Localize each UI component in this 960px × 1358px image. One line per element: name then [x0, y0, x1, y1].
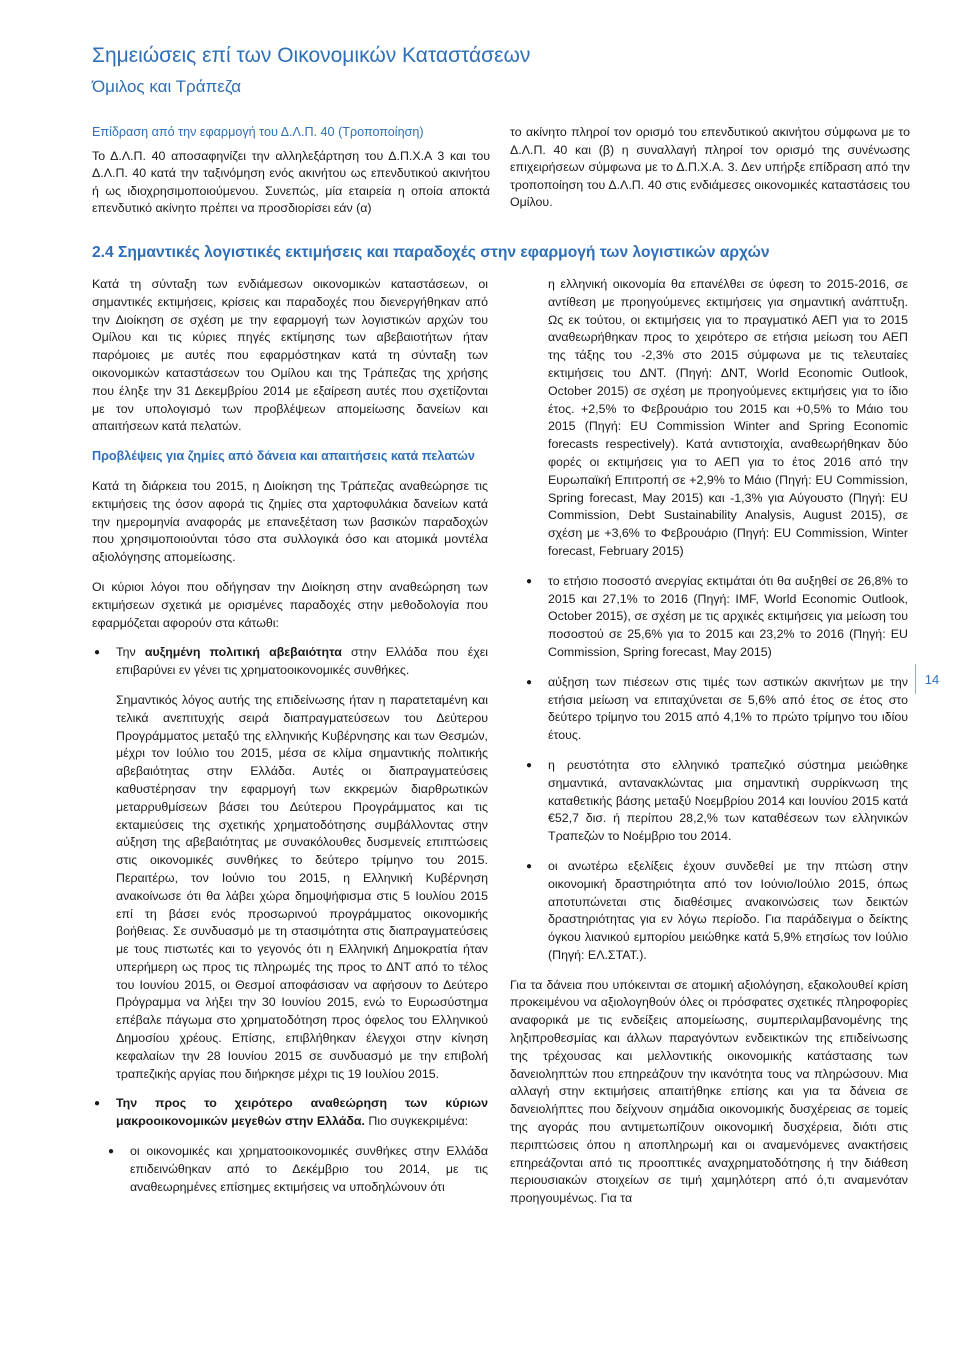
intro-left-text: Το Δ.Λ.Π. 40 αποσαφηνίζει την αλληλεξάρτηση του Δ.Π.Χ.Α 3 και του Δ.Λ.Π. 40 κατά την ταξινόμηση ενός ακινήτου ως επενδυτικού ακινήτου ή ως ιδιοχρησιμοποιούμενου. Συνεπώς, μία εταιρεία η οποία αποκτά επενδυτικό ακίνητο πρέπει να προσδιορίσει εάν (α) [92, 148, 490, 216]
intro-right-column [510, 124, 910, 224]
bullet-detail: Σημαντικός λόγος αυτής της επιδείνωσης ήταν η παρατεταμένη και τελικά ανεπιτυχής σειρά διαπραγματεύσεων του Δεύτερου Προγράμματος μεταξύ της ελληνικής Κυβέρνησης και των Θεσμών, μέχρι τον Ιούλιο του 2015, μέσα σε κλίμα σημαντικής πολιτικής αβεβαιότητας στην Ελλάδα. Αυτές οι διαπραγματεύσεις καθυστέρησαν την εφαρμογή των εκκρεμών διαρθρωτικών μεταρρυθμίσεων βάσει του Δεύτερου Προγράμματος και τις εκταμιεύσεις της σχετικής χρηματοδότησης συμβάλλοντας στην αύξηση της αβεβαιότητας με συνακόλουθες δυσμενείς επιπτώσεις στις οικονομικές συνθήκες το δεύτερο τρίμηνο του 2015. Περαιτέρω, τον Ιούνιο του 2015, η Ελληνική Κυβέρνηση ανακοίνωσε ότι θα λάβει χώρα δημοψήφισμα στις 5 Ιουλίου 2015 επί τη βάσει ενός προσωρινού προγράμματος οικονομικής βοήθειας. Σε συνδυασμό με τη στασιμότητα στις διαπραγματεύσεις με τους πιστωτές και το γεγονός ότι η Ελληνική Δημοκρατία ήταν υπερήμερη ως προς τις πληρωμές της προς το ΔΝΤ από το τέλος του Ιουνίου 2015, οι Θεσμοί αποφάσισαν να αφήσουν το Δεύτερο Πρόγραμμα να λήξει την 30 Ιουνίου 2015, ενώ το Ευρωσύστημα επέβαλε πάγωμα στο χρηματοδότηση προς όφελος του Ελληνικού Δημοσίου χρέους. Επίσης, επιβλήθηκαν έλεγχοι στην κίνηση κεφαλαίων την 28 Ιουνίου 2015 σε συνδυασμό με την επιβολή τραπεζικής αργίας που διήρκησε μέχρι τις 19 Ιουλίου 2015. [116, 692, 488, 1081]
sub-bullet-item: ● το ετήσιο ποσοστό ανεργίας εκτιμάται ότι θα αυξηθεί σε 26,8% το 2015 και 27,1% το 2016 (Πηγή: IMF, World Economic Outlook, October 2015), σε σχέση με τις αρχικές εκτιμήσεις για μείωση του ποσοστού σε 25,6% για το 2015 και 23,2% το 2016 (Πηγή: EU Commission, Spring forecast, May 2015) [524, 573, 908, 662]
section-heading: 2.4 Σημαντικές λογιστικές εκτιμήσεις και παραδοχές στην εφαρμογή των λογιστικών αρχών [92, 244, 770, 261]
page-title: Σημειώσεις επί των Οικονομικών Καταστάσεων [92, 44, 531, 67]
bullet-text: στην Ελλάδα που έχει επιβαρύνει εν γένει τις χρηματοοικονομικές συνθήκες. [116, 645, 488, 678]
paragraph: Οι κύριοι λόγοι που οδήγησαν την Διοίκηση στην αναθεώρηση των εκτιμήσεων σχετικά με ορισμένες παραδοχές στην μεθοδολογία που εφαρμόζεται αφορούν στα κάτωθι: [92, 579, 488, 630]
left-column [92, 276, 488, 1208]
sub-bullet-item: ● η ρευστότητα στο ελληνικό τραπεζικό σύστημα μειώθηκε σημαντικά, αντανακλώντας μια σημαντική συρρίκνωση της καταθετικής βάσης μεταξύ Νοεμβρίου 2014 και Ιουνίου 2015 κατά €52,7 δισ. ή περίπου 28,2,% των καταθέσεων των ελληνικών Τραπεζών το Νοέμβριο του 2014. [524, 757, 908, 846]
bullet-item [92, 1095, 488, 1131]
bullet-bold-text: αυξημένη πολιτική αβεβαιότητα [144, 645, 342, 660]
intro-right-text: το ακίνητο πληροί τον ορισμό του επενδυτικού ακινήτου σύμφωνα με το Δ.Λ.Π. 40 και (β) η συναλλαγή πληροί τον ορισμό της συνένωσης επιχειρήσεων σύμφωνα με το Δ.Π.Χ.Α. 3. Δεν υπήρξε επίδραση από την τροποποίηση του Δ.Λ.Π. 40 στις ενδιάμεσες οικονομικές καταστάσεις του Ομίλου. [510, 125, 910, 210]
paragraph: Κατά τη σύνταξη των ενδιάμεσων οικονομικών καταστάσεων, οι σημαντικές εκτιμήσεις, κρίσεις και παραδοχές που διενεργήθηκαν από την Διοίκηση σε σχέση με την εφαρμογή των λογιστικών αρχών του Ομίλου και τις κύριες πηγές εκτίμησης των αβεβαιοτήτων ήταν παρόμοιες με αυτές που εφαρμόστηκαν κατά τη σύνταξη των οικονομικών καταστάσεων του Ομίλου και της Τράπεζας της χρήσης που έληξε την 31 Δεκεμβρίου 2014 με εξαίρεση αυτές που σχετίζονται με τον υπολογισμό των προβλέψεων απομείωσης δανείων και απαιτήσεων κατά πελατών. [92, 277, 488, 434]
continued-paragraph: η ελληνική οικονομία θα επανέλθει σε ύφεση το 2015-2016, σε αντίθεση με προηγούμενες εκτιμήσεις για σημαντική ανάπτυξη. Ως εκ τούτου, οι εκτιμήσεις για το πραγματικό ΑΕΠ για το 2015 αναθεωρήθηκαν προς το χειρότερο σε ετήσια μείωση του ΑΕΠ της τάξης του -2,3% στο 2015 σύμφωνα με τις τελευταίες εκτιμήσεις του ΔΝΤ. (Πηγή: ΔΝΤ, World Economic Outlook, October 2015) σε σχέση με προηγούμενες εκτιμήσεις για το ίδιο έτος. +2,5% το Φεβρουάριο του 2015 και +0,5% το Μάιο του 2015 (Πηγή: EU Commission Winter and Spring Economic forecasts respectively). Κατά αντιστοιχία, αναθεωρήθηκαν δύο φορές οι εκτιμήσεις για το ΑΕΠ για το έτος 2016 από την Ευρωπαϊκή Επιτροπή σε +2,9% το Μάιο (Πηγή: EU Commission, Spring forecast, May 2015) και -1,3% για Αύγουστο (Πηγή: EU Commission, Debt Sustainability Analysis, August 2015), σε σχέση με +3,6% το Φεβρουάριο (Πηγή: EU Commission, Winter forecast, February 2015) [548, 277, 908, 558]
sub-bullet-item: ● οι οικονομικές και χρηματοοικονομικές συνθήκες στην Ελλάδα επιδεινώθηκαν από το Δεκέμβριο του 2014, με τις αναθεωρημένες επίσημες εκτιμήσεις να υποδηλώνουν ότι [106, 1143, 488, 1196]
bullet-text: Την [116, 645, 145, 660]
paragraph: Κατά τη διάρκεια του 2015, η Διοίκηση της Τράπεζας αναθεώρησε τις εκτιμήσεις της όσον αφορά τις ζημίες στα χαρτοφυλάκια δανείων κατά την ημερομηνία αναφοράς με επανεξέταση των βασικών παραδοχών που χρησιμοποιούνται τόσο στα συλλογικά όσο και ατομικά μοντέλα αξιολόγησης απομείωσης. [92, 478, 488, 565]
bullet-item [92, 644, 488, 680]
sub-bullet-item: ● αύξηση των πιέσεων στις τιμές των αστικών ακινήτων με την ετήσια μείωση να επιταχύνεται σε 5,6% από έτος σε έτος στο δεύτερο τρίμηνο του 2015 από 4,1% το πρώτο τρίμηνο του ιδίου έτους. [524, 674, 908, 745]
subsection-heading: Προβλέψεις για ζημίες από δάνεια και απαιτήσεις κατά πελατών [92, 449, 475, 464]
intro-left-column [92, 124, 490, 230]
bullet-text: Πιο συγκεκριμένα: [364, 1114, 469, 1129]
intro-heading: Επίδραση από την εφαρμογή του Δ.Λ.Π. 40 (Τροποποίηση) [92, 125, 424, 139]
sub-bullet-item: ● οι ανωτέρω εξελίξεις έχουν συνδεθεί με την πτώση στην οικονομική δραστηριότητα από τον Ιούνιο/Ιούλιο 2015, όπως αποτυπώνεται στις διαθέσιμες ανακοινώσεις των δεικτών δραστηριότητας για εν λόγω περίοδο. Για παράδειγμα ο δείκτης όγκου λιανικού εμπορίου μειώθηκε κατά 5,9% ετησίως τον Ιούλιο (Πηγή: ΕΛ.ΣΤΑΤ.). [524, 858, 908, 965]
bullet-bold-text: Την προς το χειρότερο αναθεώρηση των κύριων μακροοικονομικών μεγεθών στην Ελλάδα. [116, 1096, 488, 1129]
paragraph: Για τα δάνεια που υπόκεινται σε ατομική αξιολόγηση, εξακολουθεί κρίση προκειμένου να αξιολογηθούν όλες οι πρόσφατες σχετικές πληροφορίες αναφορικά με τις ενδείξεις απομείωσης, συμπεριλαμβανομένης της ληξιπροθεσμίας και άλλων παραγόντων ενδεικτικών της επιδείνωσης της τρέχουσας και μελλοντικής οικονομικής κατάστασης των δανειοληπτών που επηρεάζουν την ικανότητα τους να πληρώσουν. Μια αλλαγή στην εκτιμήσεις απαιτήθηκε επίσης και για τα δάνεια σε δανειολήπτες που δείχνουν σημάδια οικονομικής δυσχέρειας σε τομείς της αγοράς που αντιμετωπίζουν οικονομική δυσχέρεια, διότι στις περιπτώσεις όπου η αποπληρωμή και οι αναμενόμενες ανακτήσεις επηρεάζονται από τις προοπτικές αναχρηματοδότησης ή την διάθεση περιουσιακών στοιχείων σε τιμή χαμηλότερη από ό,τι αναμενόταν προηγουμένως. Για τα [510, 977, 908, 1206]
right-column [510, 276, 908, 1220]
page-subtitle: Όμιλος και Τράπεζα [92, 77, 242, 96]
page-number: 14 [915, 664, 948, 694]
